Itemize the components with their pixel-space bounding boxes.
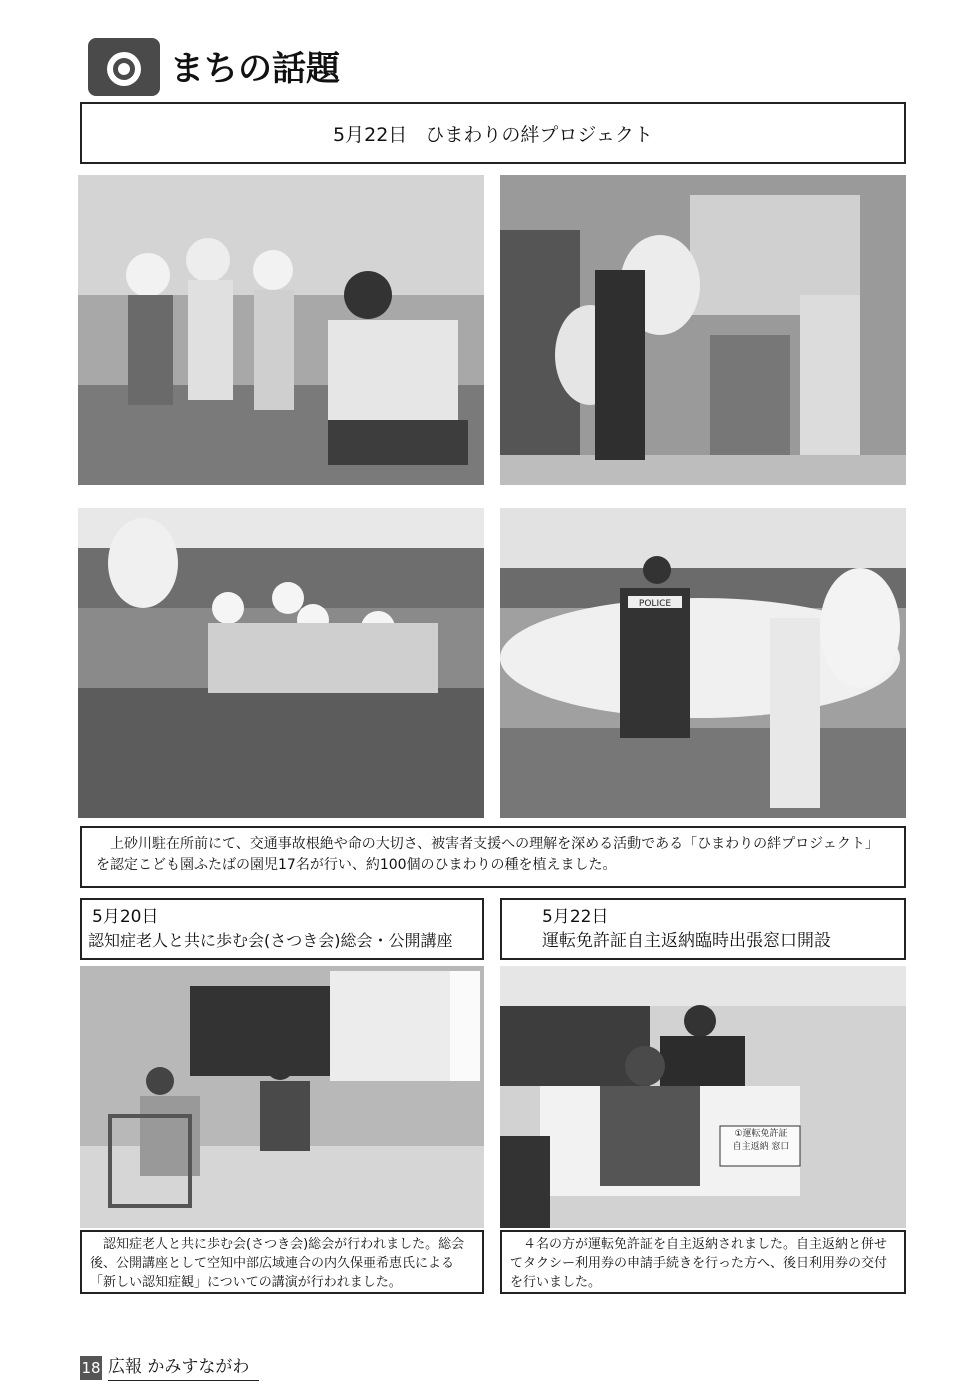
topic-date: 5月20日 — [92, 907, 159, 927]
topic-date: 5月22日 — [333, 123, 408, 146]
topic-title: ひまわりの絆プロジェクト — [425, 123, 653, 146]
children-receiving-seeds-photo — [78, 175, 484, 485]
topic-caption: ４名の方が運転免許証を自主返納されました。自主返納と併せてタクシー利用券の申請手続きを行った方へ、後日利用券の交付を行いました。 — [500, 1230, 906, 1294]
seminar-lecture-photo — [80, 966, 484, 1228]
topic-caption: 認知症老人と共に歩む会(さつき会)総会が行われました。総会後、公開講座として空知中部広域連合の内久保亜希恵氏による「新しい認知症観」についての講演が行われました。 — [80, 1230, 484, 1294]
return-desk-sign: ①運転免許証 自主返納 窓口 — [732, 1129, 790, 1152]
topic-caption: 上砂川駐在所前にて、交通事故根絶や命の大切さ、被害者支援への理解を深める活動である「ひまわりの絆プロジェクト」を認定こども園ふたばの園児17名が行い、約100個のひまわりの種を植えました。 — [80, 826, 906, 888]
topic-title-box — [500, 898, 906, 960]
children-planting-seeds-photo — [78, 508, 484, 818]
page-number: 18 — [80, 1356, 102, 1380]
topic-date: 5月22日 — [542, 907, 609, 927]
topic-title-box — [80, 102, 906, 164]
topic-title: 認知症老人と共に歩む会(さつき会)総会・公開講座 — [88, 931, 453, 950]
publication-name: 広報 かみすながわ — [108, 1354, 259, 1381]
mascot-greeting-children-photo — [500, 175, 906, 485]
topic-title: 運転免許証自主返納臨時出張窓口開設 — [542, 931, 831, 951]
page-title: まちの話題 — [170, 49, 340, 89]
camera-icon — [88, 38, 160, 96]
police-sign-text: POLICE — [638, 599, 672, 609]
topic-title-box — [80, 898, 484, 960]
license-return-desk-photo — [500, 966, 906, 1228]
police-car-visit-photo — [500, 508, 906, 818]
